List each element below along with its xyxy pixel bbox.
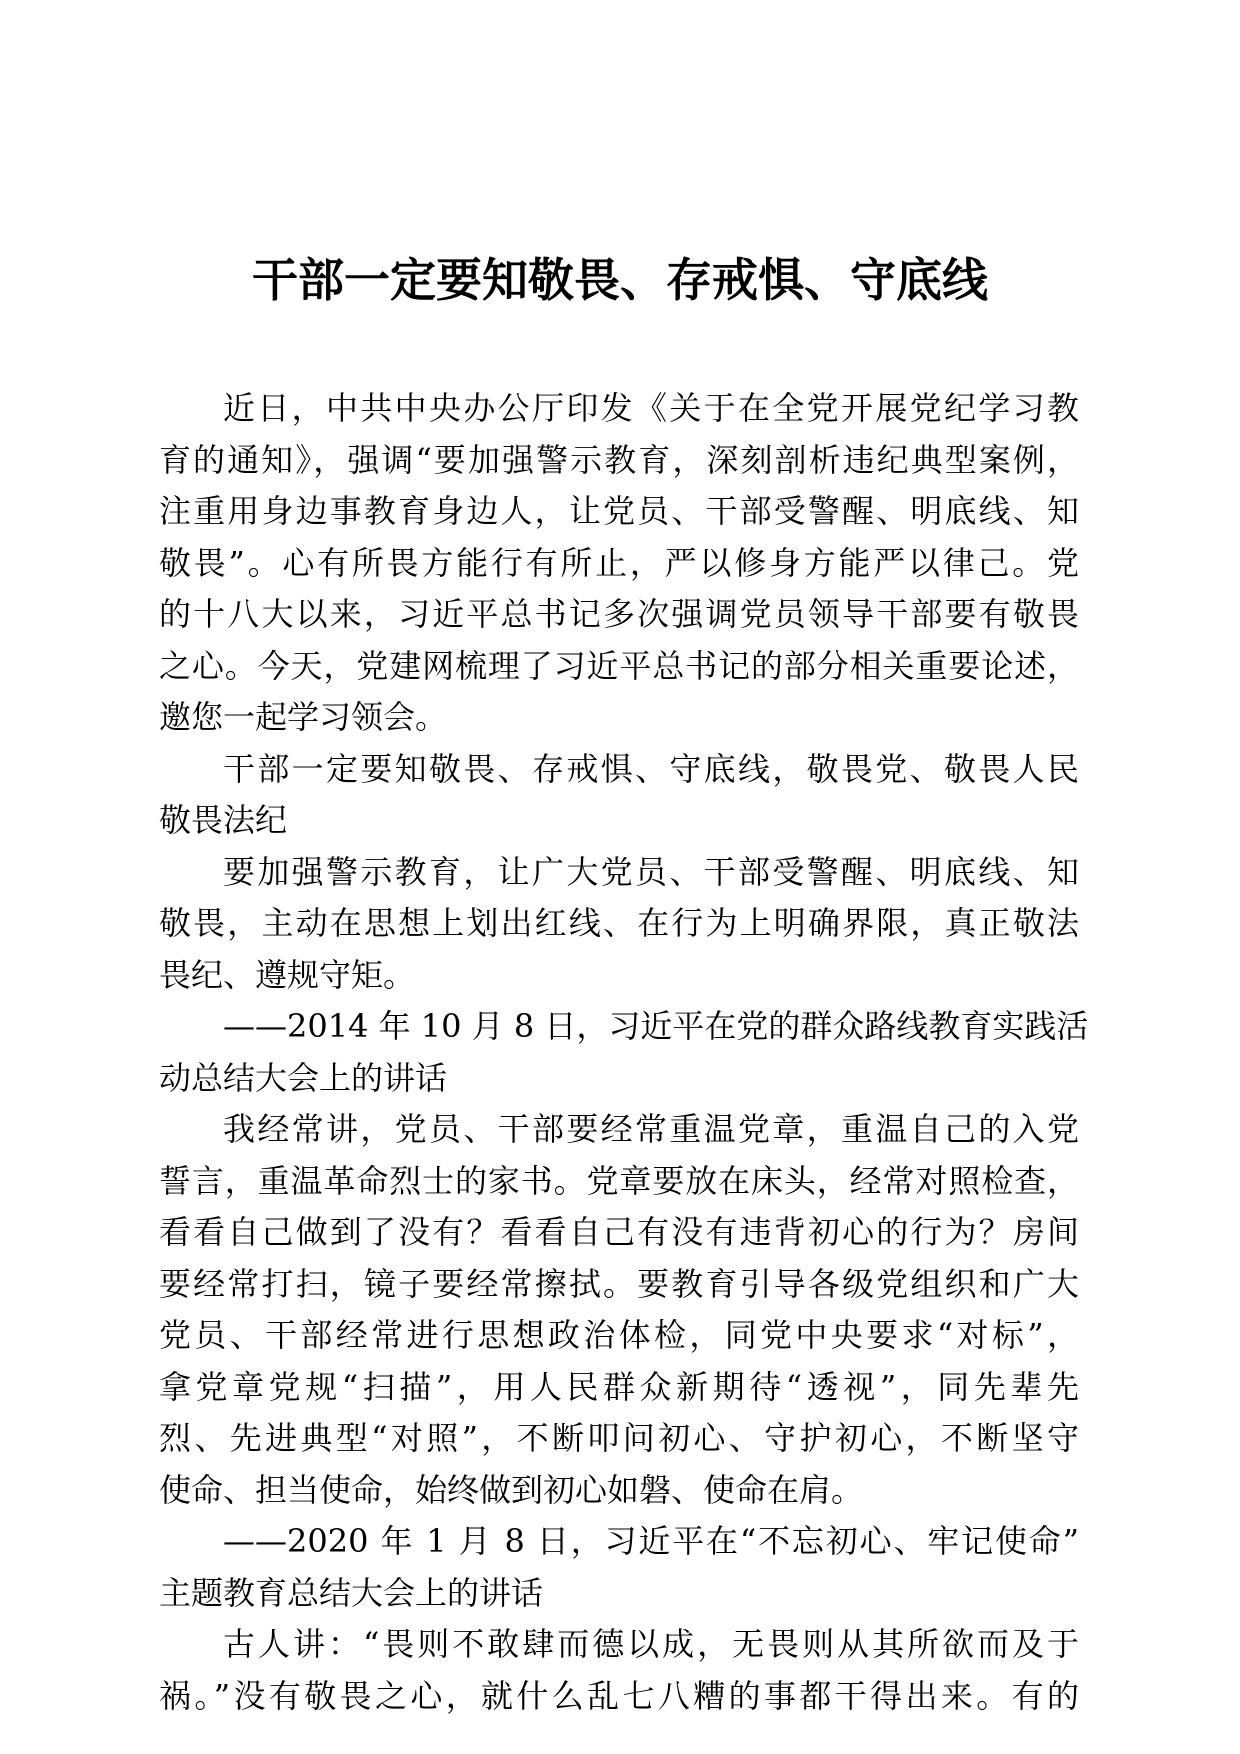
body-line: 育的通知》，强调“要加强警示教育，深刻剖析违纪典型案例，: [159, 440, 1079, 479]
document-title: 干部一定要知敬畏、存戒惧、守底线: [252, 253, 988, 307]
body-line: 祸。”没有敬畏之心，就什么乱七八糟的事都干得出来。有的: [159, 1676, 1079, 1715]
body-line: 主题教育总结大会上的讲话: [159, 1573, 544, 1612]
body-line: 烈、先进典型“对照”，不断叩问初心、守护初心，不断坚守: [159, 1419, 1079, 1457]
body-line: ——2020 年 1 月 8 日，习近平在“不忘初心、牢记使命”: [223, 1522, 1079, 1560]
body-line: 注重用身边事教育身边人，让党员、干部受警醒、明底线、知: [159, 492, 1079, 530]
body-line: 古人讲：“畏则不敢肆而德以成，无畏则从其所欲而及于: [223, 1625, 1079, 1663]
body-line: ——2014 年 10 月 8 日，习近平在党的群众路线教育实践活: [223, 1007, 1089, 1045]
body-line: 之心。今天，党建网梳理了习近平总书记的部分相关重要论述，: [159, 646, 1079, 685]
body-line: 我经常讲，党员、干部要经常重温党章，重温自己的入党: [223, 1110, 1079, 1148]
body-line: 敬畏”。心有所畏方能行有所止，严以修身方能严以律己。党: [159, 543, 1079, 582]
body-line: 拿党章党规“扫描”，用人民群众新期待“透视”，同先辈先: [159, 1367, 1079, 1406]
body-line: 的十八大以来，习近平总书记多次强调党员领导干部要有敬畏: [159, 595, 1079, 633]
body-line: 近日，中共中央办公厅印发《关于在全党开展党纪学习教: [223, 389, 1079, 427]
body-line: 动总结大会上的讲话: [159, 1058, 448, 1097]
body-line: 使命、担当使命，始终做到初心如磐、使命在肩。: [159, 1470, 864, 1509]
body-line: 看看自己做到了没有？看看自己有没有违背初心的行为？房间: [159, 1213, 1079, 1251]
body-line: 敬畏法纪: [159, 801, 288, 839]
body-line: 誓言，重温革命烈士的家书。党章要放在床头，经常对照检查，: [159, 1161, 1079, 1200]
body-line: 干部一定要知敬畏、存戒惧、守底线，敬畏党、敬畏人民: [223, 749, 1079, 788]
body-line: 畏纪、遵规守矩。: [159, 955, 416, 994]
body-line: 党员、干部经常进行思想政治体检，同党中央要求“对标”，: [159, 1316, 1079, 1354]
body-line: 敬畏，主动在思想上划出红线、在行为上明确界限，真正敬法: [159, 904, 1079, 942]
body-line: 邀您一起学习领会。: [159, 698, 448, 736]
body-line: 要经常打扫，镜子要经常擦拭。要教育引导各级党组织和广大: [159, 1264, 1079, 1303]
document-body: [159, 383, 1089, 1722]
body-line: 要加强警示教育，让广大党员、干部受警醒、明底线、知: [223, 852, 1079, 891]
